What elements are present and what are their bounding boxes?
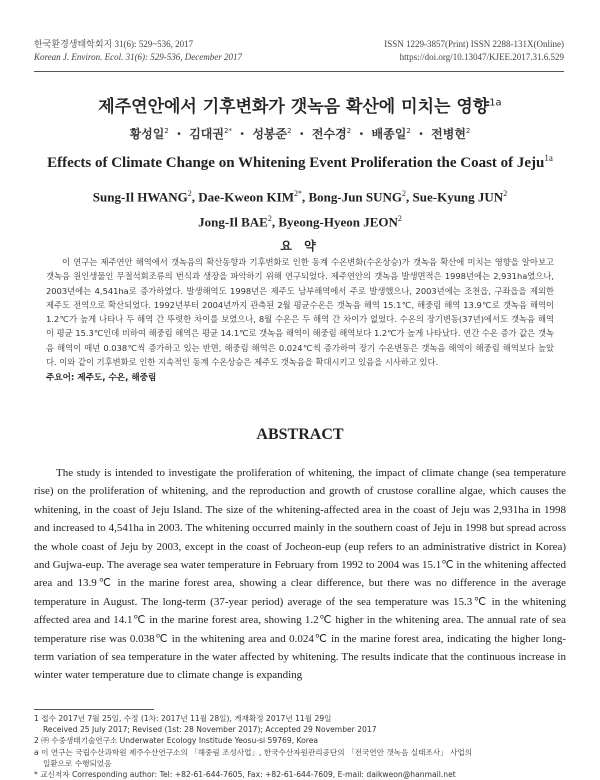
korean-author-separator: ・ — [351, 127, 372, 141]
korean-author-separator: ・ — [231, 127, 253, 141]
english-author-affiliation-sup: 2 — [187, 189, 192, 198]
english-author-name: Byeong-Hyeon JEON — [278, 214, 398, 230]
korean-author-separator: ・ — [410, 127, 432, 141]
paper-title-korean-sup: 1a — [489, 97, 502, 109]
issn-text: ISSN 1229-3857(Print) ISSN 2288-131X(Online) — [384, 39, 564, 49]
korean-author-affiliation-sup: 2* — [223, 127, 232, 135]
korean-author-affiliation-sup: 2 — [406, 127, 411, 135]
header-rule — [34, 71, 564, 72]
korean-author-affiliation-sup: 2 — [346, 127, 352, 135]
english-author-affiliation-sup: 2* — [293, 189, 302, 198]
korean-author-name: 전병현 — [431, 127, 466, 141]
author-list-english — [0, 183, 600, 234]
footnotes — [34, 713, 566, 780]
footnote-funding: a 이 연구는 국립수산과학원 제주수산연구소의 「해중림 조성사업」, 한국수산자원관리공단의 「전국연안 갯녹음 실태조사」 사업의 — [34, 747, 473, 757]
paper-title-korean — [0, 92, 600, 117]
footnote-corresponding-author: * 교신저자 Corresponding author: Tel: +82-61-644-7605, Fax: +82-61-644-7609, E-mail: daikweon@hanmail.net — [34, 770, 456, 780]
korean-author-name: 김대권 — [189, 127, 224, 141]
footnote-rule — [34, 709, 154, 710]
english-author-affiliation-sup: 2 — [397, 214, 402, 224]
abstract-korean — [46, 255, 554, 369]
keywords-korean: 주요어: 제주도, 수온, 해중림 — [46, 373, 157, 383]
abstract-korean-text: 이 연구는 제주연안 해역에서 갯녹음의 확산동향과 기후변화로 인한 동계 수온변화(수온상승)가 갯녹음 확산에 미치는 영향을 알아보고 갯녹음 원인생물인 무절석회조류의 번식과 생장을 파악하기 위해 연구되었다. 제주연안의 갯녹음 발생면적은 1998년에는 2,931ha였으나, 2003년에는 4,541ha로 증가하였다. 발생해역도 1998년은 제주도 남부해역에서 주로 발생했으나, 2003년에는 조천읍, 구좌읍을 제외한 제주도 전역으로 확산되었다. 1992년부터 2004년까지 관측된 2월 평균수온은 갯녹음 해역 15.1℃, 해중림 해역 13.9℃로 갯녹음 해역이 1.2℃가 높게 나타나 두 해역 간 뚜렷한 차이를 보였으나, 8월 수온은 두 해역 간 차이가 없었다. 수온의 장기변동(37년)에서도 갯녹음 해역이 평균 15.3℃인데 비하여 해중림 해역은 평균 14.1℃로 갯녹음 해역이 해중림 해역보다 1.2℃가 높게 나타났다. 연간 수온 증가 값은 갯녹음 해역이 매년 0.038℃씩 증가하고 있는 반면, 해중림 해역은 0.024℃씩 증가하여 장기 수온변동은 갯녹음 해역이 해중림 해역보다 높았다. 이와 같이 기후변화로 인한 지속적인 동계 수온상승은 제주도 갯녹음을 확대시키고 있음을 시사하고 있다. — [46, 257, 554, 368]
paper-title-english-sup: 1a — [544, 153, 553, 163]
english-author-separator: , — [406, 189, 413, 205]
english-author-name: Dae-Kweon KIM — [198, 189, 294, 205]
english-author-affiliation-sup: 2 — [503, 189, 508, 198]
journal-citation-header — [34, 38, 242, 64]
korean-author-separator: ・ — [291, 127, 312, 141]
abstract-english-heading: ABSTRACT — [256, 426, 344, 443]
english-author-separator: , — [301, 189, 309, 205]
abstract-korean-heading: 요 약 — [280, 239, 320, 253]
korean-author-affiliation-sup: 2 — [287, 127, 292, 135]
english-author-affiliation-sup: 2 — [402, 189, 407, 198]
korean-author-separator: ・ — [168, 127, 190, 141]
english-author-affiliation-sup: 2 — [267, 214, 272, 224]
korean-author-name: 전수경 — [311, 127, 347, 141]
abstract-english — [34, 464, 566, 685]
korean-author-affiliation-sup: 2 — [164, 127, 169, 135]
paper-title-english — [0, 153, 600, 172]
abstract-english-text: The study is intended to investigate the proliferation of whitening, the impact of climate change (sea temperature rise) on the proliferation of whitening, and the reproduction and growth of crustose coralline algae, which causes the whitening, in the coast of Jeju Island. The size of the whitening-affected area in the coast of Jeju was 2,931ha in 1998 and increased to 4,541ha in 2003. The whitening occurred mainly in the southern coast of Jeju in 1998 but spread across the whole coast of Jeju by 2003, except in the coast of Jocheon-eup (eup refers to an administrative district in Korea) and Gujwa-eup. The average sea water temperature in February from 1992 to 2004 was 15.1℃ in the whitening affected area and 13.9℃ in the marine forest area, showing a clear difference, but there was no difference in the average temperature in August. The long-term (37-year period) average of the sea temperature was 15.3℃ in the whitening affected area and 14.1℃ in the marine forest area, showing 1.2℃ higher in the whitening area. The annual rate of sea temperature rise was 0.038℃ in the whitening area and 0.024℃ in the marine forest area, indicating the higher long-term variation of sea temperature in the water affected by whitening. The results indicate that the continuous increase in winter water temperature due to climate change is expanding — [34, 467, 566, 682]
korean-author-name: 황성일 — [129, 127, 165, 141]
paper-title-korean-text: 제주연안에서 기후변화가 갯녹음 확산에 미치는 영향 — [98, 97, 490, 117]
paper-title-english-text: Effects of Climate Change on Whitening Event Proliferation the Coast of Jeju — [47, 155, 545, 171]
english-author-separator: , — [271, 214, 279, 230]
author-list-english-line1 — [0, 183, 600, 208]
english-author-name: Bong-Jun SUNG — [308, 189, 403, 205]
korean-author-name: 배종일 — [371, 127, 407, 141]
footnote-received-english: Received 25 July 2017; Revised (1st: 28 November 2017); Accepted 29 November 2017 — [43, 725, 377, 735]
journal-citation-korean: 한국환경생태학회지 31(6): 529~536, 2017 — [34, 39, 194, 49]
author-list-english-line2 — [0, 208, 600, 233]
author-list-korean — [0, 125, 600, 142]
korean-author-affiliation-sup: 2 — [465, 127, 471, 135]
footnote-funding-cont: 일환으로 수행되었음 — [43, 758, 112, 768]
doi-link[interactable]: https://doi.org/10.13047/KJEE.2017.31.6.529 — [399, 52, 564, 62]
korean-author-name: 성봉준 — [252, 127, 288, 141]
english-author-name: Sue-Kyung JUN — [412, 189, 504, 205]
english-author-separator: , — [191, 189, 199, 205]
footnote-received-korean: 1 접수 2017년 7월 25일, 수정 (1차: 2017년 11월 28일), 게재확정 2017년 11월 29일 — [34, 714, 332, 723]
issn-doi-header — [384, 38, 564, 64]
english-author-name: Jong-Il BAE — [198, 214, 268, 230]
english-author-name: Sung-Il HWANG — [92, 189, 188, 205]
journal-citation-english: Korean J. Environ. Ecol. 31(6): 529-536, December 2017 — [34, 52, 243, 62]
footnote-affiliation: 2 ㈜ 수중생태기술연구소 Underwater Ecology Institude Yeosu-si 59769, Korea — [34, 736, 319, 746]
